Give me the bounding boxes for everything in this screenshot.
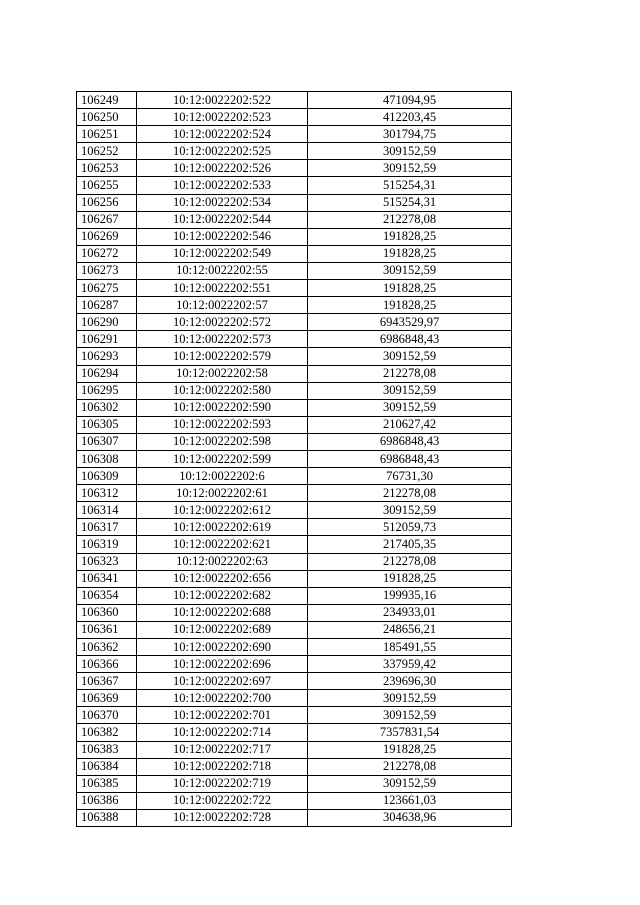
cadastral-number-cell: 10:12:0022202:573 — [137, 331, 308, 348]
table-row — [77, 262, 512, 279]
value-cell: 6986848,43 — [308, 331, 512, 348]
table-row — [77, 741, 512, 758]
table-row — [77, 570, 512, 587]
row-id-cell: 106273 — [77, 262, 137, 279]
table-row — [77, 314, 512, 331]
row-id-cell: 106291 — [77, 331, 137, 348]
table-row — [77, 485, 512, 502]
row-id-cell: 106269 — [77, 228, 137, 245]
table-body — [77, 92, 512, 827]
value-cell: 191828,25 — [308, 297, 512, 314]
row-id-cell: 106367 — [77, 673, 137, 690]
row-id-cell: 106382 — [77, 724, 137, 741]
cadastral-number-cell: 10:12:0022202:719 — [137, 775, 308, 792]
value-cell: 309152,59 — [308, 143, 512, 160]
value-cell: 185491,55 — [308, 639, 512, 656]
cadastral-number-cell: 10:12:0022202:612 — [137, 502, 308, 519]
value-cell: 199935,16 — [308, 587, 512, 604]
value-cell: 212278,08 — [308, 758, 512, 775]
cadastral-number-cell: 10:12:0022202:6 — [137, 468, 308, 485]
table-row — [77, 673, 512, 690]
cadastral-number-cell: 10:12:0022202:534 — [137, 194, 308, 211]
row-id-cell: 106354 — [77, 587, 137, 604]
cadastral-number-cell: 10:12:0022202:722 — [137, 792, 308, 809]
table-row — [77, 553, 512, 570]
cadastral-number-cell: 10:12:0022202:688 — [137, 604, 308, 621]
cadastral-number-cell: 10:12:0022202:700 — [137, 690, 308, 707]
row-id-cell: 106307 — [77, 433, 137, 450]
value-cell: 191828,25 — [308, 245, 512, 262]
table-row — [77, 245, 512, 262]
row-id-cell: 106370 — [77, 707, 137, 724]
cadastral-number-cell: 10:12:0022202:728 — [137, 809, 308, 826]
value-cell: 309152,59 — [308, 382, 512, 399]
table-row — [77, 331, 512, 348]
row-id-cell: 106323 — [77, 553, 137, 570]
value-cell: 304638,96 — [308, 809, 512, 826]
table-row — [77, 519, 512, 536]
table-row — [77, 109, 512, 126]
table-row — [77, 177, 512, 194]
table-row — [77, 211, 512, 228]
value-cell: 210627,42 — [308, 416, 512, 433]
value-cell: 309152,59 — [308, 775, 512, 792]
row-id-cell: 106385 — [77, 775, 137, 792]
cadastral-number-cell: 10:12:0022202:533 — [137, 177, 308, 194]
value-cell: 309152,59 — [308, 399, 512, 416]
row-id-cell: 106302 — [77, 399, 137, 416]
table-row — [77, 639, 512, 656]
cadastral-number-cell: 10:12:0022202:696 — [137, 656, 308, 673]
cadastral-number-cell: 10:12:0022202:717 — [137, 741, 308, 758]
cadastral-number-cell: 10:12:0022202:63 — [137, 553, 308, 570]
value-cell: 6986848,43 — [308, 450, 512, 467]
table-row — [77, 126, 512, 143]
row-id-cell: 106295 — [77, 382, 137, 399]
value-cell: 212278,08 — [308, 553, 512, 570]
row-id-cell: 106312 — [77, 485, 137, 502]
table-row — [77, 758, 512, 775]
row-id-cell: 106361 — [77, 621, 137, 638]
cadastral-number-cell: 10:12:0022202:590 — [137, 399, 308, 416]
cadastral-number-cell: 10:12:0022202:619 — [137, 519, 308, 536]
table-row — [77, 621, 512, 638]
row-id-cell: 106386 — [77, 792, 137, 809]
value-cell: 212278,08 — [308, 485, 512, 502]
value-cell: 7357831,54 — [308, 724, 512, 741]
row-id-cell: 106249 — [77, 92, 137, 109]
table-row — [77, 433, 512, 450]
table-row — [77, 468, 512, 485]
row-id-cell: 106253 — [77, 160, 137, 177]
table-row — [77, 536, 512, 553]
row-id-cell: 106360 — [77, 604, 137, 621]
value-cell: 217405,35 — [308, 536, 512, 553]
table-row — [77, 365, 512, 382]
table-row — [77, 280, 512, 297]
row-id-cell: 106388 — [77, 809, 137, 826]
cadastral-number-cell: 10:12:0022202:714 — [137, 724, 308, 741]
value-cell: 212278,08 — [308, 211, 512, 228]
row-id-cell: 106255 — [77, 177, 137, 194]
cadastral-number-cell: 10:12:0022202:689 — [137, 621, 308, 638]
value-cell: 309152,59 — [308, 707, 512, 724]
table-row — [77, 502, 512, 519]
cadastral-number-cell: 10:12:0022202:57 — [137, 297, 308, 314]
table-row — [77, 348, 512, 365]
table-row — [77, 160, 512, 177]
table-row — [77, 707, 512, 724]
value-cell: 248656,21 — [308, 621, 512, 638]
cadastral-number-cell: 10:12:0022202:523 — [137, 109, 308, 126]
table-row — [77, 382, 512, 399]
table-row — [77, 399, 512, 416]
row-id-cell: 106287 — [77, 297, 137, 314]
value-cell: 309152,59 — [308, 690, 512, 707]
cadastral-number-cell: 10:12:0022202:526 — [137, 160, 308, 177]
value-cell: 515254,31 — [308, 194, 512, 211]
cadastral-number-cell: 10:12:0022202:55 — [137, 262, 308, 279]
row-id-cell: 106305 — [77, 416, 137, 433]
cadastral-number-cell: 10:12:0022202:546 — [137, 228, 308, 245]
row-id-cell: 106309 — [77, 468, 137, 485]
table-row — [77, 416, 512, 433]
value-cell: 234933,01 — [308, 604, 512, 621]
table-row — [77, 775, 512, 792]
row-id-cell: 106341 — [77, 570, 137, 587]
value-cell: 309152,59 — [308, 502, 512, 519]
cadastral-number-cell: 10:12:0022202:58 — [137, 365, 308, 382]
table-row — [77, 604, 512, 621]
table-row — [77, 143, 512, 160]
row-id-cell: 106383 — [77, 741, 137, 758]
cadastral-number-cell: 10:12:0022202:718 — [137, 758, 308, 775]
row-id-cell: 106294 — [77, 365, 137, 382]
row-id-cell: 106369 — [77, 690, 137, 707]
value-cell: 309152,59 — [308, 348, 512, 365]
cadastral-number-cell: 10:12:0022202:599 — [137, 450, 308, 467]
row-id-cell: 106256 — [77, 194, 137, 211]
cadastral-number-cell: 10:12:0022202:549 — [137, 245, 308, 262]
table-row — [77, 809, 512, 826]
value-cell: 191828,25 — [308, 228, 512, 245]
value-cell: 337959,42 — [308, 656, 512, 673]
row-id-cell: 106308 — [77, 450, 137, 467]
cadastral-number-cell: 10:12:0022202:701 — [137, 707, 308, 724]
cadastral-number-cell: 10:12:0022202:598 — [137, 433, 308, 450]
value-cell: 239696,30 — [308, 673, 512, 690]
cadastral-number-cell: 10:12:0022202:522 — [137, 92, 308, 109]
cadastral-number-cell: 10:12:0022202:621 — [137, 536, 308, 553]
value-cell: 123661,03 — [308, 792, 512, 809]
cadastral-number-cell: 10:12:0022202:656 — [137, 570, 308, 587]
value-cell: 309152,59 — [308, 262, 512, 279]
value-cell: 191828,25 — [308, 570, 512, 587]
table-row — [77, 92, 512, 109]
value-cell: 412203,45 — [308, 109, 512, 126]
row-id-cell: 106252 — [77, 143, 137, 160]
value-cell: 6943529,97 — [308, 314, 512, 331]
cadastral-number-cell: 10:12:0022202:61 — [137, 485, 308, 502]
value-cell: 515254,31 — [308, 177, 512, 194]
row-id-cell: 106267 — [77, 211, 137, 228]
cadastral-number-cell: 10:12:0022202:544 — [137, 211, 308, 228]
row-id-cell: 106250 — [77, 109, 137, 126]
row-id-cell: 106314 — [77, 502, 137, 519]
value-cell: 212278,08 — [308, 365, 512, 382]
table-row — [77, 194, 512, 211]
table-row — [77, 792, 512, 809]
row-id-cell: 106384 — [77, 758, 137, 775]
cadastral-number-cell: 10:12:0022202:525 — [137, 143, 308, 160]
value-cell: 76731,30 — [308, 468, 512, 485]
table-row — [77, 690, 512, 707]
cadastral-number-cell: 10:12:0022202:697 — [137, 673, 308, 690]
table-row — [77, 656, 512, 673]
value-cell: 471094,95 — [308, 92, 512, 109]
cadastral-number-cell: 10:12:0022202:690 — [137, 639, 308, 656]
row-id-cell: 106290 — [77, 314, 137, 331]
value-cell: 512059,73 — [308, 519, 512, 536]
value-cell: 301794,75 — [308, 126, 512, 143]
row-id-cell: 106293 — [77, 348, 137, 365]
data-table — [76, 91, 512, 827]
cadastral-number-cell: 10:12:0022202:682 — [137, 587, 308, 604]
cadastral-number-cell: 10:12:0022202:593 — [137, 416, 308, 433]
row-id-cell: 106319 — [77, 536, 137, 553]
cadastral-number-cell: 10:12:0022202:580 — [137, 382, 308, 399]
row-id-cell: 106317 — [77, 519, 137, 536]
value-cell: 6986848,43 — [308, 433, 512, 450]
value-cell: 191828,25 — [308, 280, 512, 297]
cadastral-number-cell: 10:12:0022202:579 — [137, 348, 308, 365]
row-id-cell: 106272 — [77, 245, 137, 262]
cadastral-number-cell: 10:12:0022202:572 — [137, 314, 308, 331]
value-cell: 191828,25 — [308, 741, 512, 758]
table-row — [77, 587, 512, 604]
cadastral-number-cell: 10:12:0022202:524 — [137, 126, 308, 143]
table-row — [77, 297, 512, 314]
row-id-cell: 106366 — [77, 656, 137, 673]
row-id-cell: 106275 — [77, 280, 137, 297]
row-id-cell: 106362 — [77, 639, 137, 656]
table-row — [77, 228, 512, 245]
value-cell: 309152,59 — [308, 160, 512, 177]
row-id-cell: 106251 — [77, 126, 137, 143]
cadastral-number-cell: 10:12:0022202:551 — [137, 280, 308, 297]
table-row — [77, 724, 512, 741]
table-row — [77, 450, 512, 467]
